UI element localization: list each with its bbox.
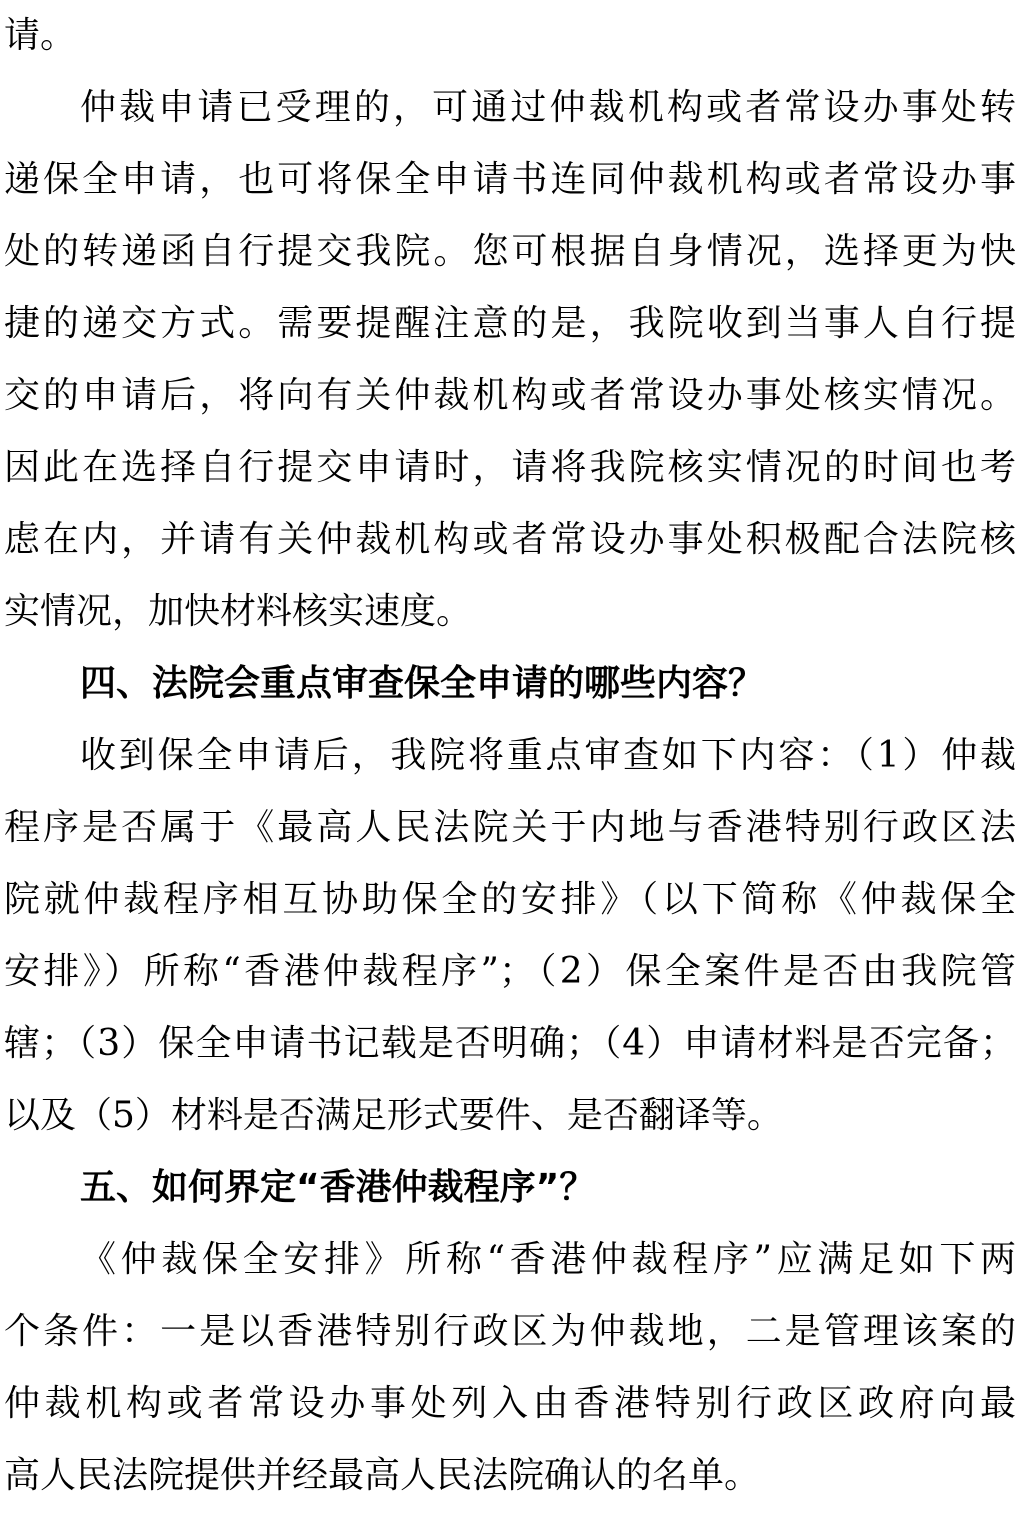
paragraph-line: 收到保全申请后，我院将重点审查如下内容：（1）仲裁 bbox=[80, 735, 1016, 776]
paragraph-line: 因此在选择自行提交申请时，请将我院核实情况的时间也考 bbox=[4, 447, 1016, 488]
paragraph-line: 实情况，加快材料核实速度。 bbox=[4, 591, 473, 632]
paragraph-line: 请。 bbox=[4, 15, 77, 56]
paragraph-line: 交的申请后，将向有关仲裁机构或者常设办事处核实情况。 bbox=[4, 375, 1016, 416]
paragraph-line: 捷的递交方式。需要提醒注意的是，我院收到当事人自行提 bbox=[4, 303, 1016, 344]
paragraph-line: 辖；（3）保全申请书记载是否明确；（4）申请材料是否完备； bbox=[4, 1023, 1016, 1064]
paragraph-line: 高人民法院提供并经最高人民法院确认的名单。 bbox=[4, 1455, 761, 1496]
paragraph-line: 院就仲裁程序相互协助保全的安排》（以下简称《仲裁保全 bbox=[4, 879, 1016, 920]
paragraph-line: 个条件：一是以香港特别行政区为仲裁地，二是管理该案的 bbox=[4, 1311, 1016, 1352]
paragraph-line: 仲裁申请已受理的，可通过仲裁机构或者常设办事处转 bbox=[80, 87, 1016, 128]
paragraph-line: 处的转递函自行提交我院。您可根据自身情况，选择更为快 bbox=[4, 231, 1016, 272]
paragraph-line: 递保全申请，也可将保全申请书连同仲裁机构或者常设办事 bbox=[4, 159, 1016, 200]
paragraph-line: 虑在内，并请有关仲裁机构或者常设办事处积极配合法院核 bbox=[4, 519, 1016, 560]
section-heading-5: 五、如何界定“香港仲裁程序”？ bbox=[80, 1167, 596, 1208]
paragraph-line: 以及（5）材料是否满足形式要件、是否翻译等。 bbox=[4, 1095, 783, 1136]
paragraph-line: 《仲裁保全安排》所称“香港仲裁程序”应满足如下两 bbox=[80, 1239, 1016, 1280]
paragraph-line: 安排》）所称“香港仲裁程序”；（2）保全案件是否由我院管 bbox=[4, 951, 1016, 992]
paragraph-line: 仲裁机构或者常设办事处列入由香港特别行政区政府向最 bbox=[4, 1383, 1016, 1424]
paragraph-line: 程序是否属于《最高人民法院关于内地与香港特别行政区法 bbox=[4, 807, 1016, 848]
section-heading-4: 四、法院会重点审查保全申请的哪些内容？ bbox=[80, 663, 765, 704]
